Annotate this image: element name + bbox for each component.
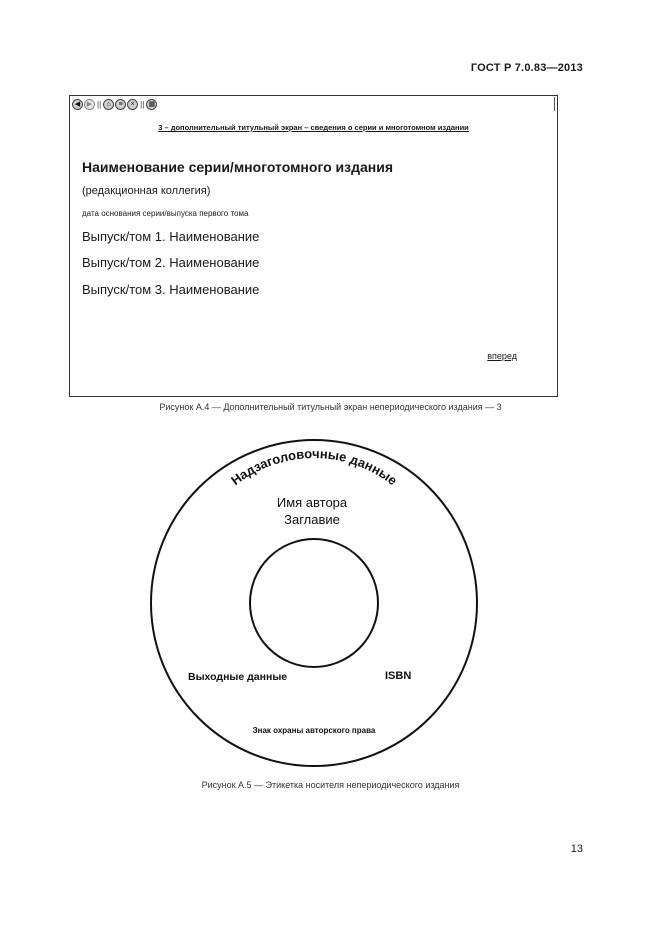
figure-a5-caption: Рисунок А.5 — Этикетка носителя непериодического издания	[201, 780, 460, 790]
back-icon[interactable]: ◀	[72, 99, 83, 110]
menu-icon[interactable]: ▦	[146, 99, 157, 110]
volume-item[interactable]: Выпуск/том 3. Наименование	[82, 282, 260, 297]
series-title: Наименование серии/многотомного издания	[82, 159, 394, 175]
figure-a4-caption: Рисунок А.4 — Дополнительный титульный экран непериодического издания — 3	[159, 402, 502, 412]
scrollbar[interactable]	[554, 97, 555, 111]
document-code: ГОСТ Р 7.0.83—2013	[470, 62, 583, 74]
disc-label-diagram	[149, 438, 479, 768]
home-icon[interactable]: ⌂	[103, 99, 114, 110]
volume-item[interactable]: Выпуск/том 2. Наименование	[82, 255, 260, 270]
disc-outer-circle	[151, 440, 477, 766]
top-arc-text: Надзаголовочные данные	[228, 446, 400, 489]
screen-heading: 3 – дополнительный титульный экран – сведения о серии и многотомном издании	[158, 123, 469, 132]
page-number: 13	[570, 843, 583, 855]
forward-icon[interactable]: ▶	[84, 99, 95, 110]
navigation-toolbar	[72, 99, 157, 110]
toolbar-separator: ||	[140, 100, 145, 109]
exit-icon[interactable]: ×	[127, 99, 138, 110]
author-name: Имя автора	[276, 495, 348, 510]
contents-icon[interactable]: ≡	[115, 99, 126, 110]
title-screen-mockup	[69, 95, 558, 397]
disc-inner-circle	[250, 539, 378, 667]
isbn-text: ISBN	[385, 670, 412, 682]
editorial-board: (редакционная коллегия)	[82, 185, 211, 197]
founding-date: дата основания серии/выпуска первого тома	[82, 209, 249, 218]
toolbar-separator: ||	[97, 100, 102, 109]
volume-item[interactable]: Выпуск/том 1. Наименование	[82, 229, 260, 244]
copyright-text: Знак охраны авторского права	[252, 726, 376, 735]
title-text: Заглавие	[284, 512, 340, 527]
imprint-text: Выходные данные	[188, 671, 288, 683]
forward-link[interactable]: вперед	[487, 351, 517, 361]
